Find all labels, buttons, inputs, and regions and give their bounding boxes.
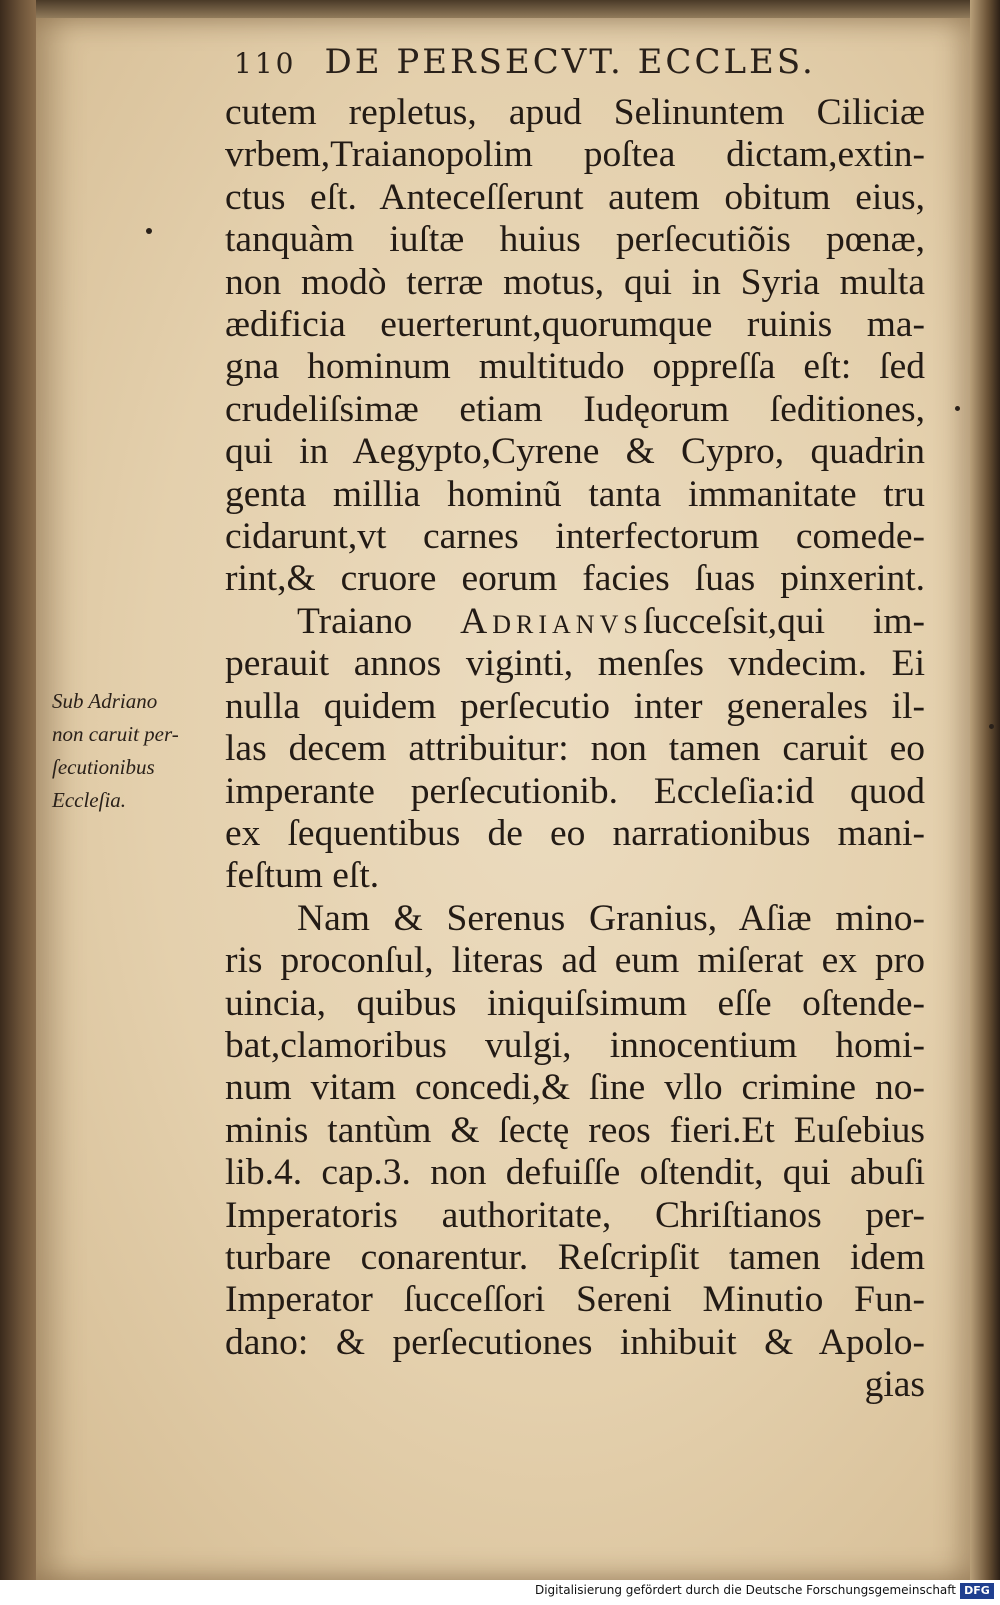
marginal-note-line: Eccleſia. (52, 788, 127, 812)
text-line: dano: & perſecutiones inhibuit & Apolo- (225, 1321, 925, 1363)
marginal-note-line: Sub Adriano (52, 689, 158, 713)
page-number: 110 (234, 47, 297, 80)
text-line: genta millia hominũ tanta immanitate tru (225, 473, 925, 515)
catchword: gias (864, 1364, 925, 1406)
text-line: imperante perſecutionib. Eccleſia:id quod (225, 770, 925, 812)
emperor-name: Adrianvs (460, 600, 643, 642)
text-line: lib.4. cap.3. non defuiſſe oſtendit, qui abuſi (225, 1152, 925, 1194)
text-line: Imperatoris authoritate, Chriſtianos per- (225, 1194, 925, 1236)
text-line: ædificia euerterunt,quorumque ruinis ma- (225, 304, 925, 346)
text-fragment: Traiano (297, 600, 413, 642)
text-line: tanquàm iuſtæ huius perſecutiõis pœnæ, (225, 219, 925, 261)
text-line: non modò terræ motus, qui in Syria multa (225, 261, 925, 303)
text-line: Imperator ſucceſſori Sereni Minutio Fun- (225, 1279, 925, 1321)
text-line: nulla quidem perſecutio inter generales il- (225, 685, 925, 727)
marginal-note-line: ſecutionibus (52, 755, 155, 779)
book-fore-edge (970, 0, 1000, 1580)
text-line: las decem attribuitur: non tamen caruit eo (225, 728, 925, 770)
text-line: cidarunt,vt carnes interfectorum comede- (225, 516, 925, 558)
text-line: vrbem,Traianopolim poſtea dictam,extin- (225, 134, 925, 176)
text-line: minis tantùm & ſectę reos fieri.Et Euſebius (225, 1109, 925, 1151)
marginal-note-line: non caruit per- (52, 722, 179, 746)
book-gutter-edge (0, 0, 36, 1580)
text-line: qui in Aegypto,Cyrene & Cypro, quadrin (225, 431, 925, 473)
ink-speck (989, 724, 994, 729)
paragraph-opening-line: Nam & Serenus Granius, Aſiæ mino- (297, 897, 925, 939)
text-line: turbare conarentur. Reſcripſit tamen idem (225, 1236, 925, 1278)
running-head (234, 42, 816, 82)
dfg-logo: DFG (960, 1583, 994, 1599)
text-line: bat,clamoribus vulgi, innocentium homi- (225, 1024, 925, 1066)
text-line: feſtum eſt. (225, 855, 380, 897)
body-text (225, 92, 925, 1407)
digitization-credit: Digitalisierung gefördert durch die Deutsche Forschungsgemeinschaft (534, 1583, 956, 1597)
text-line: ctus eſt. Anteceſſerunt autem obitum eius, (225, 176, 925, 218)
running-title: DE PERSECVT. ECCLES. (324, 42, 816, 82)
ink-speck (955, 406, 960, 411)
text-line: ex ſequentibus de eo narrationibus mani- (225, 812, 925, 854)
text-line: uincia, quibus iniquiſsimum eſſe oſtende- (225, 982, 925, 1024)
text-line: ris proconſul, literas ad eum miſerat ex pro (225, 940, 925, 982)
text-line: crudeliſsimæ etiam Iudęorum ſeditiones, (225, 388, 925, 430)
footer-bar (0, 1580, 1000, 1605)
text-line: gna hominum multitudo oppreſſa eſt: ſed (225, 346, 925, 388)
marginal-note (52, 685, 232, 817)
text-line: rint,& cruore eorum facies ſuas pinxerint. (225, 558, 925, 600)
ink-speck (146, 228, 152, 234)
text-line: cutem repletus, apud Selinuntem Ciliciæ (225, 92, 925, 133)
text-line: num vitam concedi,& ſine vllo crimine no- (225, 1067, 925, 1109)
text-fragment: ſucceſsit,qui im- (642, 600, 925, 642)
paragraph-opening-line (225, 601, 925, 643)
text-line: perauit annos viginti, menſes vndecim. Ei (225, 643, 925, 685)
